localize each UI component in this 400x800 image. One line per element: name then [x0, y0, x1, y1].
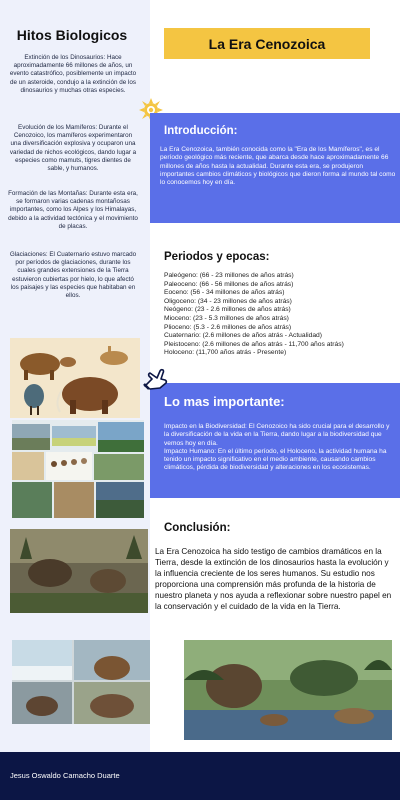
period-item: Mioceno: (23 - 5.3 millones de años atrás)	[164, 314, 289, 322]
author-name: Jesus Oswaldo Camacho Duarte	[10, 771, 120, 780]
period-item: Holoceno: (11,700 años atrás - Presente)	[164, 349, 287, 357]
important-text	[164, 423, 396, 473]
period-item: Paleógeno: (66 - 23 millones de años atrás)	[164, 272, 294, 279]
period-item: Paleoceno: (66 - 56 millones de años atrás)	[164, 280, 294, 288]
prehistoric-painting-image	[10, 529, 148, 613]
milestone-mammal-evolution: Evolución de los Mamíferos: Durante el Cenozoico, los mamíferos experimentaron una diversificación explosiva y ocuparon una variedad de nichos ecológicos, dando lugar a especies como mamuts, tigres dientes de sable, y humanos.	[9, 124, 137, 173]
conclusion-text: La Era Cenozoica ha sido testigo de cambios dramáticos en la Tierra, desde la extinción de los dinosaurios hasta la evolución y la influencia creciente de los seres humanos. Su estudio nos proporciona una comprensión más profunda de la historia de nuestro planeta y nos ayuda a reflexionar sobre nuestro papel en la conservación y el cuidado de la vida en la Tierra.	[155, 547, 392, 611]
period-item: Oligoceno: (34 - 23 millones de años atrás)	[164, 297, 292, 305]
period-item: Pleistoceno: (2.6 millones de años atrás - 11,700 años atrás)	[164, 340, 344, 348]
intro-text: La Era Cenozoica, también conocida como la "Era de los Mamíferos", es el período geológico más reciente, que abarca desde hace aproximadamente 66 millones de años hasta la actualidad. Durante esta era, se produjeron importantes cambios climáticos y biológicos que dieron forma al mundo tal como lo conocemos hoy en día.	[160, 146, 396, 187]
conclusion-heading: Conclusión:	[164, 522, 231, 534]
period-item: Cuaternario: (2.6 millones de años atrás - Actualidad)	[164, 332, 322, 340]
period-item: Plioceno: (5.3 - 2.6 millones de años atrás)	[164, 323, 292, 331]
milestone-mountain-formation: Formación de las Montañas: Durante esta era, se formaron varias cadenas montañosas importantes, como los Alpes y los Himalayas, debido a la actividad tectónica y el movimiento de placas.	[8, 190, 138, 230]
milestone-glaciations: Glaciaciones: El Cuaternario estuvo marcado por períodos de glaciaciones, durante los cuales grandes extensiones de la Tierra estuvieron cubiertas por hielo, lo que afectó los paisajes y las especies que habitaban en ellos.	[9, 251, 137, 300]
cenozoic-collage-image	[12, 420, 144, 518]
milestone-dinosaur-extinction: Extinción de los Dinosaurios: Hace aproximadamente 66 millones de años, un evento catastrófico, posiblemente un impacto de un asteroide, condujo a la extinción de los dinosaurios y muchas otras especies.	[9, 54, 137, 94]
period-item: Neógeno: (23 - 2.6 millones de años atrás)	[164, 306, 291, 314]
page-title: La Era Cenozoica	[164, 28, 370, 59]
early-humans-collage-image	[12, 640, 150, 724]
pointing-hand-icon	[142, 366, 168, 390]
periods-list	[164, 272, 394, 358]
prehistoric-landscape-painting	[184, 640, 392, 740]
intro-heading: Introducción:	[164, 125, 238, 137]
period-item: Eoceno: (56 - 34 millones de años atrás)	[164, 289, 285, 297]
footer	[0, 752, 400, 800]
sidebar-title: Hitos Biologicos	[16, 27, 128, 43]
important-biodiversity-text: Impacto en la Biodiversidad: El Cenozoico ha sido crucial para el desarrollo y la diversificación de la vida en la Tierra, dando lugar a la biodiversidad que vemos hoy en día.	[164, 423, 390, 447]
prehistoric-animals-image	[10, 338, 140, 418]
important-heading: Lo mas importante:	[164, 394, 285, 409]
important-human-impact-text: Impacto Humano: En el último período, el Holoceno, la actividad humana ha tenido un impacto significativo en el medio ambiente, causando cambios climáticos, pérdida de biodiversidad y alteraciones en los ecosistemas.	[164, 447, 387, 472]
periods-heading: Periodos y epocas:	[164, 251, 270, 263]
